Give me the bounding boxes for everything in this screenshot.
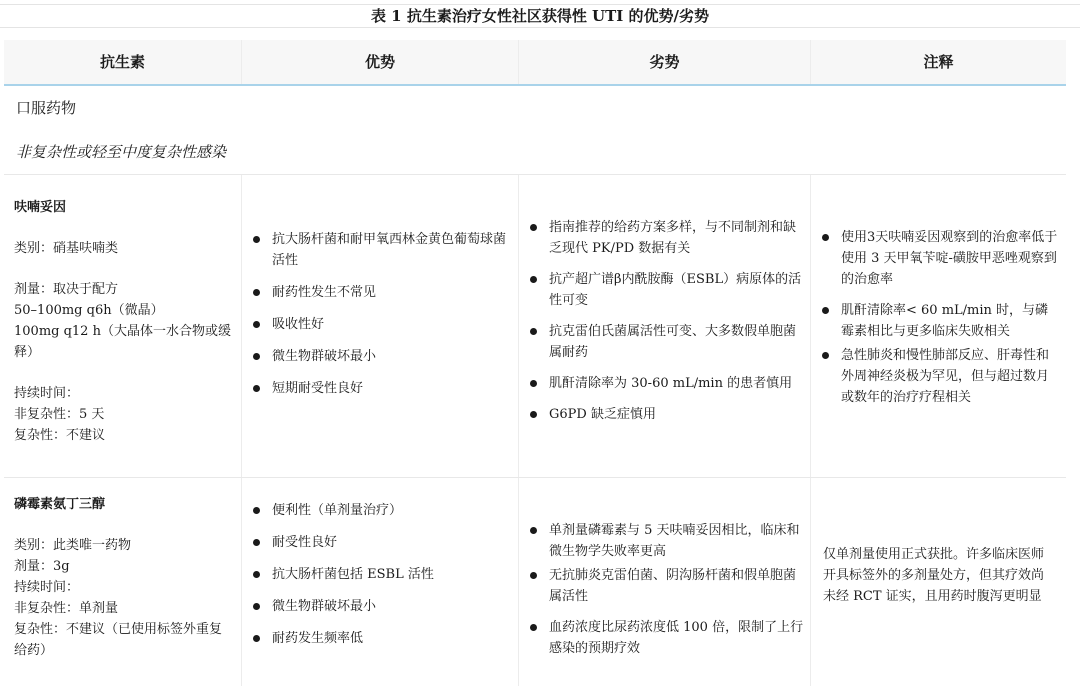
- list-item: 急性肺炎和慢性肺部反应、肝毒性和外周神经炎极为罕见，但与超过数月或数年的治疗疗程相关: [811, 345, 1066, 408]
- dose-line: 剂量：3g: [14, 559, 70, 574]
- drug-class: 类别：此类唯一药物: [14, 538, 132, 553]
- section-uncomplicated: 非复杂性或轻至中度复杂性感染: [16, 143, 227, 161]
- list-item: 微生物群破坏最小: [242, 596, 518, 617]
- list-item: 吸收性好: [242, 314, 518, 335]
- list-item: 肌酐清除率为 30-60 mL/min 的患者慎用: [519, 373, 810, 394]
- duration-complicated: 复杂性：不建议（已使用标签外重复给药）: [14, 622, 223, 658]
- list-item: 抗大肠杆菌包括 ESBL 活性: [242, 564, 518, 585]
- notes-cell: [811, 175, 1066, 477]
- header-disadvantages: 劣势: [519, 40, 811, 84]
- list-item: G6PD 缺乏症慎用: [519, 404, 810, 425]
- drug-class: 类别：硝基呋喃类: [14, 241, 119, 256]
- table-row-fosfomycin: [4, 477, 1066, 686]
- list-item: 指南推荐的给药方案多样，与不同制剂和缺乏现代 PK/PD 数据有关: [519, 217, 810, 259]
- drug-info-cell: [4, 478, 242, 686]
- dose-line: 50–100mg q6h（微晶）: [14, 303, 164, 318]
- header-notes: 注释: [923, 53, 954, 71]
- list-item: 短期耐受性良好: [242, 378, 518, 399]
- duration-uncomplicated: 非复杂性：5 天: [14, 407, 105, 422]
- list-item: 无抗肺炎克雷伯菌、阴沟肠杆菌和假单胞菌属活性: [519, 565, 810, 607]
- duration-title: 持续时间：: [14, 580, 80, 595]
- list-item: 使用3天呋喃妥因观察到的治愈率低于使用 3 天甲氧苄啶-磺胺甲恶唑观察到的治愈率: [811, 227, 1066, 290]
- duration-complicated: 复杂性：不建议: [14, 428, 106, 443]
- dose-line: 100mg q12 h（大晶体一水合物或缓释）: [14, 324, 231, 360]
- list-item: 抗克雷伯氏菌属活性可变、大多数假单胞菌属耐药: [519, 321, 810, 363]
- drug-info-cell: [4, 175, 242, 477]
- header-advantages: 优势: [242, 40, 519, 84]
- list-item: 耐药性发生不常见: [242, 282, 518, 303]
- table-header: [4, 40, 1066, 86]
- section-oral-drugs: 口服药物: [16, 99, 77, 117]
- list-item: 耐受性良好: [242, 532, 518, 553]
- list-item: 抗产超广谱β内酰胺酶（ESBL）病原体的活性可变: [519, 269, 810, 311]
- notes-cell: [811, 478, 1066, 686]
- disadvantages-cell: [519, 175, 811, 477]
- advantages-cell: [242, 478, 519, 686]
- drug-name: 磷霉素氨丁三醇: [14, 497, 106, 512]
- list-item: 肌酐清除率< 60 mL/min 时，与磷霉素相比与更多临床失败相关: [811, 300, 1066, 342]
- list-item: 微生物群破坏最小: [242, 346, 518, 367]
- table-row-nitrofurantoin: [4, 174, 1066, 477]
- table-caption: 表 1 抗生素治疗女性社区获得性 UTI 的优势/劣势: [0, 4, 1080, 28]
- drug-name: 呋喃妥因: [14, 200, 67, 215]
- list-item: 血药浓度比尿药浓度低 100 倍，限制了上行感染的预期疗效: [519, 617, 810, 659]
- list-item: 抗大肠杆菌和耐甲氧西林金黄色葡萄球菌活性: [242, 229, 518, 271]
- duration-title: 持续时间：: [14, 386, 80, 401]
- duration-uncomplicated: 非复杂性：单剂量: [14, 601, 119, 616]
- antibiotic-table: [4, 40, 1066, 686]
- advantages-cell: [242, 175, 519, 477]
- disadvantages-cell: [519, 478, 811, 686]
- list-item: 单剂量磷霉素与 5 天呋喃妥因相比，临床和微生物学失败率更高: [519, 520, 810, 562]
- dose-title: 剂量：取决于配方: [14, 282, 119, 297]
- list-item: 便利性（单剂量治疗）: [242, 500, 518, 521]
- list-item: 耐药发生频率低: [242, 628, 518, 649]
- note-text: 仅单剂量使用正式获批。许多临床医师开具标签外的多剂量处方，但其疗效尚未经 RCT 证实，且用药时腹泻更明显: [823, 547, 1045, 604]
- header-antibiotic: 抗生素: [4, 40, 242, 84]
